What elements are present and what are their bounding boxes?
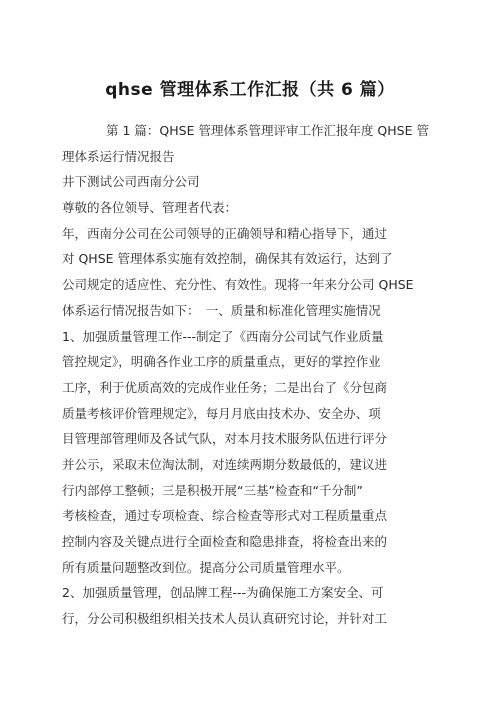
paragraph-line: 井下测试公司西南分公司 <box>62 174 200 190</box>
paragraph-line: 并公示，采取末位淘汰制，对连续两期分数最低的，建议进 <box>62 456 388 472</box>
document-body <box>62 118 440 632</box>
paragraph-line: 管控规定》，明确各作业工序的质量重点，更好的掌控作业 <box>62 354 381 370</box>
paragraph-line: 体系运行情况报告如下： 一、质量和标准化管理实施情况 <box>62 302 381 318</box>
paragraph-line: 2、加强质量管理，创品牌工程---为确保施工方案安全、可 <box>62 585 384 601</box>
paragraph-line: 对 QHSE 管理体系实施有效控制，确保其有效运行，达到了 <box>62 251 393 267</box>
paragraph-line: 工序，利于优质高效的完成作业任务；二是出台了《分包商 <box>62 379 388 395</box>
paragraph-line: 年，西南分公司在公司领导的正确领导和精心指导下，通过 <box>62 225 388 241</box>
paragraph-line: 质量考核评价管理规定》，每月月底由技术办、安全办、项 <box>62 405 381 421</box>
paragraph-line: 目管理部管理师及各试气队，对本月技术服务队伍进行评分 <box>62 431 388 447</box>
paragraph-line: 理体系运行情况报告 <box>62 148 175 164</box>
paragraph-line: 行内部停工整顿；三是积极开展“三基”检查和“千分制” <box>62 482 363 498</box>
paragraph-line: 尊敬的各位领导、管理者代表： <box>62 200 238 216</box>
paragraph-line: 考核检查，通过专项检查、综合检查等形式对工程质量重点 <box>62 508 388 524</box>
paragraph-line: 所有质量问题整改到位。提高分公司质量管理水平。 <box>62 559 350 575</box>
paragraph-line: 第 1 篇：QHSE 管理体系管理评审工作汇报年度 QHSE 管 <box>106 123 429 138</box>
paragraph-line: 控制内容及关键点进行全面检查和隐患排查，将检查出来的 <box>62 534 388 549</box>
paragraph-line: 公司规定的适应性、充分性、有效性。现将一年来分公司 QHSE <box>62 277 414 293</box>
paragraph-line: 1、加强质量管理工作---制定了《西南分公司试气作业质量 <box>62 328 384 344</box>
paragraph-line: 行，分公司积极组织相关技术人员认真研究讨论，并针对工 <box>62 611 388 627</box>
document-title: qhse 管理体系工作汇报（共 6 篇） <box>105 80 395 100</box>
